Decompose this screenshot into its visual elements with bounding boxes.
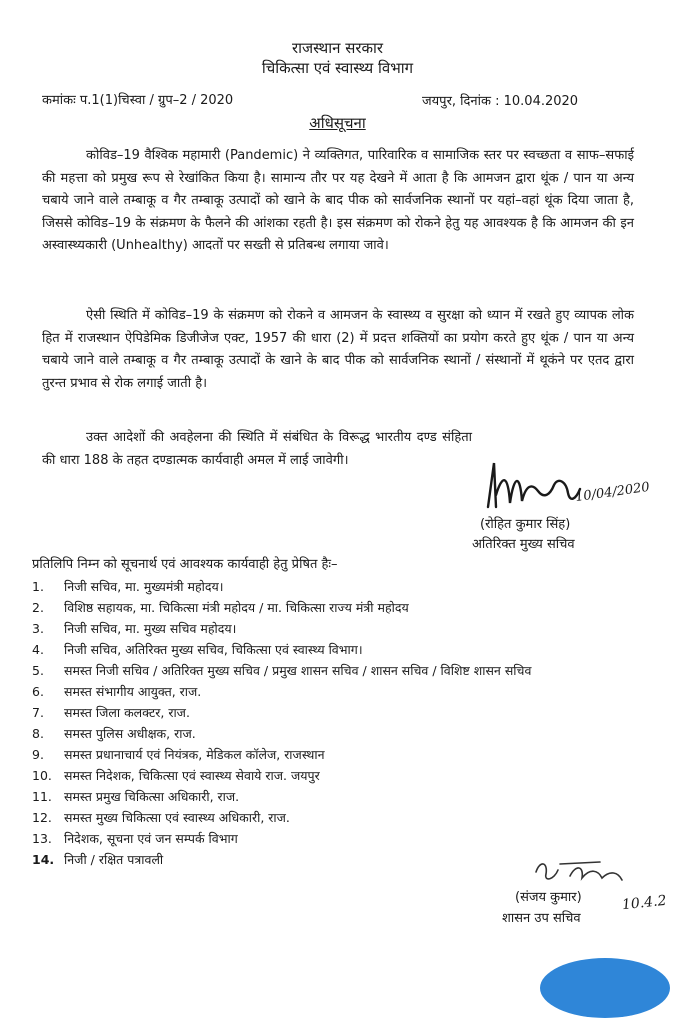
paragraph-1: कोविड–19 वैश्विक महामारी (Pandemic) ने व्यक्तिगत, पारिवारिक व सामाजिक स्तर पर स्वच्छता व साफ–सफाई की महत्ता को प्रमुख रूप से रेखांकित किया है। सामान्य तौर पर यह देखने में आता है कि आमजन द्वारा थूंक / पान या अन्य चबाये जाने वाले तम्बाकू व गैर तम्बाकू उत्पादों को खाने के बाद पीक को सार्वजनिक स्थानों पर यहां–वहां थूंक दिया जाता है, जिससे कोविड–19 के संक्रमण के फैलने की आंशका रहती है। इस संक्रमण को रोकने हेतु यह आवश्यक है कि आमजन की इन अस्वास्थ्यकारी (Unhealthy) आदतों पर सख्ती से प्रतिबन्ध लगाया जावे। xyxy=(42,148,634,253)
item-number: 10. xyxy=(32,768,52,783)
list-item xyxy=(32,807,632,828)
list-item xyxy=(32,597,632,618)
item-text: समस्त निजी सचिव / अतिरिक्त मुख्य सचिव / प्रमुख शासन सचिव / शासन सचिव / विशिष्ट शासन सचिव xyxy=(64,663,532,678)
signatory-2-designation: शासन उप सचिव xyxy=(502,911,581,926)
title-text: अधिसूचना xyxy=(309,114,366,132)
notification-title xyxy=(0,113,675,133)
reference-number: कमांकः प.1(1)चिस्वा / ग्रुप–2 / 2020 xyxy=(42,93,234,108)
paragraph-2: ऐसी स्थिति में कोविड–19 के संक्रमण को रोकने व आमजन के स्वास्थ्य व सुरक्षा को ध्यान में रखते हुए व्यापक लोक हित में राजस्थान ऐपिडेमिक डिजीजेज एक्ट, 1957 की धारा (2) में प्रदत्त शक्तियों का प्रयोग करते हुए थूंक / पान या अन्य चबाये जाने वाले तम्बाकू व गैर तम्बाकू उत्पादों के खाने के बाद पीक को सार्वजनिक स्थानों / संस्थानों में थूकंने पर एतद द्वारा तुरन्त प्रभाव से रोक लगाई जाती है। xyxy=(42,308,634,391)
list-item xyxy=(32,618,632,639)
handwritten-note: 10.4.2 xyxy=(621,892,668,914)
item-text: विशिष्ठ सहायक, मा. चिकित्सा मंत्री महोदय / मा. चिकित्सा राज्य मंत्री महोदय xyxy=(64,600,409,615)
item-number: 14. xyxy=(32,852,55,867)
government-name: राजस्थान सरकार xyxy=(291,39,384,57)
list-item xyxy=(32,681,632,702)
item-number: 11. xyxy=(32,789,52,804)
place-date: जयपुर, दिनांक : 10.04.2020 xyxy=(422,94,579,109)
list-item xyxy=(32,744,632,765)
list-item xyxy=(32,828,632,849)
item-number: 5. xyxy=(32,663,44,678)
item-text: समस्त संभागीय आयुक्त, राज. xyxy=(64,684,202,699)
item-text: निदेशक, सूचना एवं जन सम्पर्क विभाग xyxy=(64,831,238,846)
item-text: समस्त जिला कलक्टर, राज. xyxy=(64,705,190,720)
item-number: 2. xyxy=(32,600,44,615)
list-item xyxy=(32,702,632,723)
handwritten-date: 10/04/2020 xyxy=(574,479,651,506)
list-item xyxy=(32,786,632,807)
item-text: निजी सचिव, अतिरिक्त मुख्य सचिव, चिकित्सा एवं स्वास्थ्य विभाग। xyxy=(64,642,363,657)
item-text: निजी सचिव, मा. मुख्यमंत्री महोदय। xyxy=(64,579,224,594)
paragraph-3: उक्त आदेशों की अवहेलना की स्थिति में संबंधित के विरूद्ध भारतीय दण्ड संहिता की धारा 188 के तहत दण्डात्मक कार्यवाही अमल में लाई जावेगी। xyxy=(42,430,472,468)
list-item xyxy=(32,660,632,681)
copy-to-list xyxy=(32,576,632,870)
list-item xyxy=(32,765,632,786)
item-number: 3. xyxy=(32,621,44,636)
department-name: चिकित्सा एवं स्वास्थ्य विभाग xyxy=(261,59,414,77)
item-text: समस्त पुलिस अधीक्षक, राज. xyxy=(64,726,196,741)
signature-2 xyxy=(530,850,640,890)
item-number: 6. xyxy=(32,684,44,699)
signatory-2-name: (संजय कुमार) xyxy=(515,890,582,905)
item-number: 8. xyxy=(32,726,44,741)
department-header xyxy=(0,38,675,78)
item-number: 7. xyxy=(32,705,44,720)
list-item xyxy=(32,639,632,660)
list-item xyxy=(32,576,632,597)
item-text: समस्त प्रमुख चिकित्सा अधिकारी, राज. xyxy=(64,789,240,804)
item-text: समस्त प्रधानाचार्य एवं नियंत्रक, मेडिकल कॉलेज, राजस्थान xyxy=(64,747,325,762)
copy-to-intro: प्रतिलिपि निम्न को सूचनार्थ एवं आवश्यक कार्यवाही हेतु प्रेषित हैः– xyxy=(32,557,338,572)
item-text: समस्त मुख्य चिकित्सा एवं स्वास्थ्य अधिकारी, राज. xyxy=(64,810,290,825)
list-item xyxy=(32,723,632,744)
item-number: 13. xyxy=(32,831,52,846)
signatory-1-name: (रोहित कुमार सिंह) xyxy=(480,517,571,532)
item-number: 9. xyxy=(32,747,44,762)
item-text: निजी सचिव, मा. मुख्य सचिव महोदय। xyxy=(64,621,237,636)
signature-1 xyxy=(480,455,600,515)
item-number: 12. xyxy=(32,810,52,825)
item-number: 4. xyxy=(32,642,44,657)
item-text: समस्त निदेशक, चिकित्सा एवं स्वास्थ्य सेवाये राज. जयपुर xyxy=(64,768,320,783)
item-number: 1. xyxy=(32,579,44,594)
blue-corner-shape xyxy=(540,958,670,1018)
signatory-1-designation: अतिरिक्त मुख्य सचिव xyxy=(472,537,575,552)
item-text: निजी / रक्षित पत्रावली xyxy=(64,852,164,867)
